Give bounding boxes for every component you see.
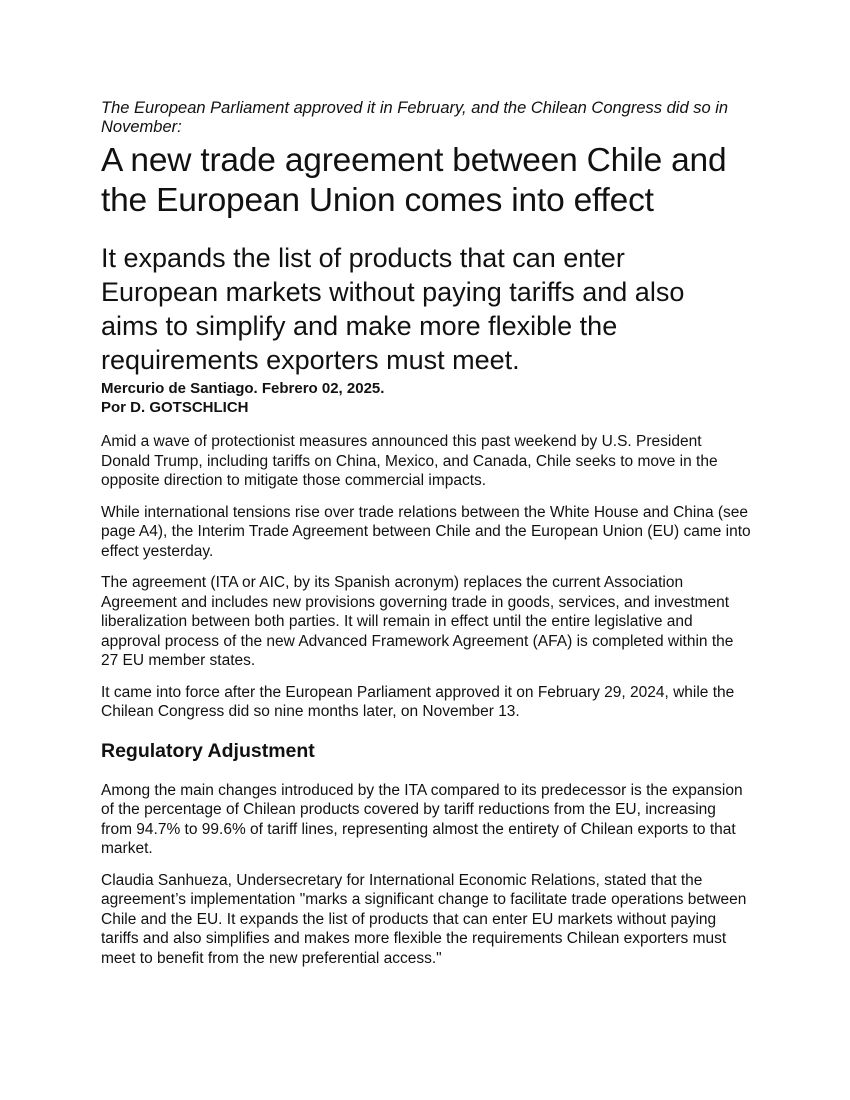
body-paragraph: Claudia Sanhueza, Undersecretary for International Economic Relations, stated that the agreement’s implementation "marks a significant change to facilitate trade operations between Chile and the EU. It expands the list of products that can enter EU markets without paying tariffs and also simplifies and makes more flexible the requirements Chilean exporters must meet to benefit from the new preferential access." — [101, 871, 747, 967]
author-line: Por D. GOTSCHLICH — [101, 399, 249, 416]
body-paragraph: While international tensions rise over trade relations between the White House and China (see page A4), the Interim Trade Agreement between Chile and the European Union (EU) came into effect yesterday. — [101, 503, 751, 560]
body-paragraph: It came into force after the European Parliament approved it on February 29, 2024, while the Chilean Congress did so nine months later, on November 13. — [101, 683, 735, 720]
body-paragraph: Among the main changes introduced by the ITA compared to its predecessor is the expansion of the percentage of Chilean products covered by tariff reductions from the EU, increasing from 94.7% to 99.6% of tariff lines, representing almost the entirety of Chilean exports to that market. — [101, 781, 743, 857]
body-paragraph: Amid a wave of protectionist measures announced this past weekend by U.S. President Donald Trump, including tariffs on China, Mexico, and Canada, Chile seeks to move in the opposite direction to mitigate those commercial impacts. — [101, 433, 718, 489]
article-headline: A new trade agreement between Chile and the European Union comes into effect — [101, 142, 727, 219]
article-subheadline: It expands the list of products that can enter European markets without paying tariffs and also aims to simplify and make more flexible the requirements exporters must meet. — [101, 243, 685, 375]
source-line: Mercurio de Santiago. Febrero 02, 2025. — [101, 380, 385, 397]
article — [101, 99, 751, 968]
body-paragraph: The agreement (ITA or AIC, by its Spanish acronym) replaces the current Association Agreement and includes new provisions governing trade in goods, services, and investment liberalization between both parties. It will remain in effect until the entire legislative and approval process of the new Advanced Framework Agreement (AFA) is completed within the 27 EU member states. — [101, 574, 734, 669]
section-heading: Regulatory Adjustment — [101, 739, 315, 762]
byline — [101, 379, 751, 417]
article-kicker: The European Parliament approved it in February, and the Chilean Congress did so in November: — [101, 99, 729, 136]
